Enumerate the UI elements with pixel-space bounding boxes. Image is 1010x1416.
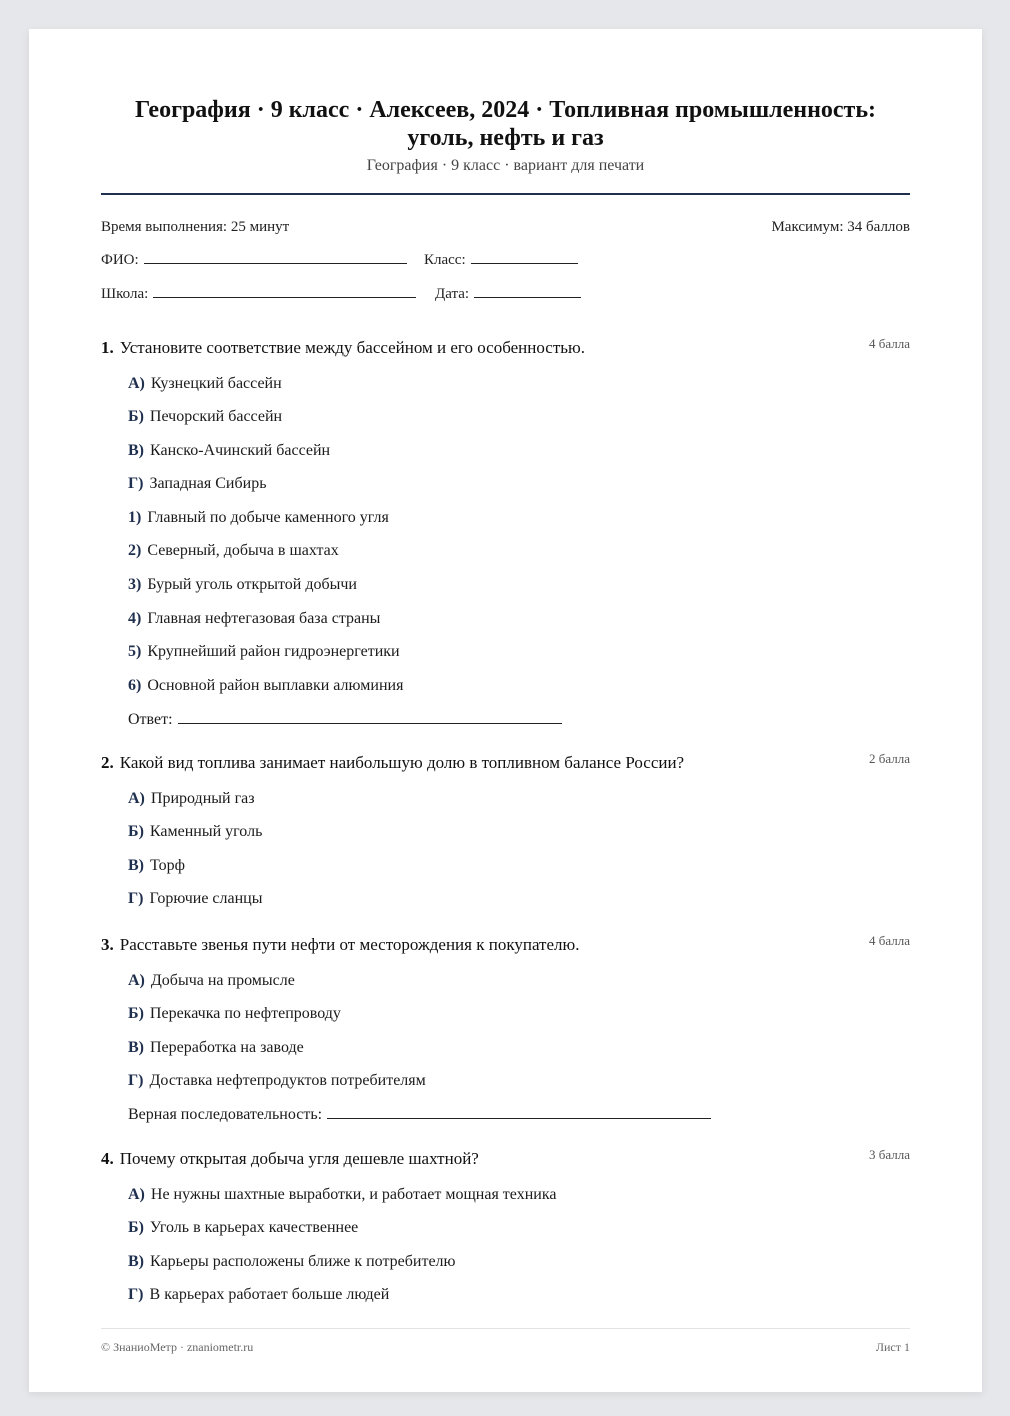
option-item[interactable] [128,1185,910,1205]
question-points: 4 балла [869,933,910,948]
option-label: В) [128,857,144,874]
question-text: Расставьте звенья пути нефти от месторождения к покупателю. [119,935,580,954]
fio-field[interactable] [101,252,407,269]
question-text: Какой вид топлива занимает наибольшую долю в топливном балансе России? [119,753,685,772]
question-text: Установите соответствие между бассейном и его особенностью. [119,338,585,357]
option-text: В карьерах работает больше людей [149,1286,390,1303]
option-label: 6) [128,677,142,694]
question-text: Почему открытая добыча угля дешевле шахтной? [119,1149,479,1168]
question-number: 3. [101,935,114,954]
option-label: А) [128,1186,145,1203]
option-label: В) [128,442,144,459]
school-field[interactable] [101,286,416,303]
option-label: Б) [128,1005,144,1022]
option-text: Уголь в карьерах качественнее [149,1219,359,1236]
option-text: Перекачка по нефтепроводу [149,1005,341,1022]
fio-blank[interactable] [144,262,407,264]
question-points: 2 балла [869,751,910,766]
option-label: 4) [128,610,142,627]
option-label: 3) [128,576,142,593]
option-text: Крупнейший район гидроэнергетики [147,643,400,660]
class-blank[interactable] [471,262,578,264]
date-blank[interactable] [474,296,581,298]
match-item[interactable] [128,575,910,595]
option-label: А) [128,375,145,392]
meta-row [101,219,910,236]
option-text: Горючие сланцы [149,890,263,907]
question-3 [101,933,910,1123]
option-item[interactable] [128,1285,910,1305]
option-item[interactable] [128,1004,910,1024]
option-item[interactable] [128,374,910,394]
page-subtitle: География · 9 класс · вариант для печати [366,157,645,174]
option-item[interactable] [128,971,910,991]
option-item[interactable] [128,407,910,427]
option-label: Б) [128,1219,144,1236]
footer-divider [101,1328,910,1329]
question-header [101,935,910,955]
option-text: Главный по добыче каменного угля [147,509,389,526]
question-number: 1. [101,338,114,357]
match-item[interactable] [128,609,910,629]
option-label: Г) [128,1072,144,1089]
option-text: Каменный уголь [149,823,263,840]
option-text: Бурый уголь открытой добычи [147,576,357,593]
worksheet-page [29,29,982,1392]
option-item[interactable] [128,441,910,461]
option-text: Доставка нефтепродуктов потребителям [149,1072,426,1089]
option-text: Торф [150,857,185,874]
max-score: Максимум: 34 баллов [771,219,910,235]
option-text: Карьеры расположены ближе к потребителю [150,1253,456,1270]
footer-copyright: © ЗнаниоМетр · znaniometr.ru [101,1340,254,1354]
option-item[interactable] [128,1071,910,1091]
class-field[interactable] [424,252,578,269]
option-item[interactable] [128,789,910,809]
option-text: Основной район выплавки алюминия [147,677,404,694]
question-points: 3 балла [869,1147,910,1162]
question-header [101,1149,910,1169]
match-item[interactable] [128,642,910,662]
question-1 [101,336,910,728]
option-label: В) [128,1039,144,1056]
header-divider [101,193,910,195]
option-item[interactable] [128,474,910,494]
answer-field[interactable] [128,710,910,730]
option-label: Г) [128,890,144,907]
option-label: 2) [128,542,142,559]
option-item[interactable] [128,856,910,876]
question-header [101,338,910,358]
school-label: Школа: [101,286,149,302]
fio-label: ФИО: [101,252,139,268]
option-item[interactable] [128,1038,910,1058]
match-item[interactable] [128,676,910,696]
class-label: Класс: [424,252,466,268]
answer-label: Ответ: [128,711,173,728]
answer-label: Верная последовательность: [128,1106,323,1123]
match-item[interactable] [128,508,910,528]
question-header [101,753,910,773]
question-number: 2. [101,753,114,772]
option-item[interactable] [128,822,910,842]
option-label: А) [128,972,145,989]
question-2 [101,751,910,907]
option-item[interactable] [128,1252,910,1272]
option-text: Добыча на промысле [150,972,295,989]
option-label: Г) [128,475,144,492]
footer-sheet-number: Лист 1 [875,1340,910,1354]
option-text: Канско-Ачинский бассейн [150,442,331,459]
option-item[interactable] [128,889,910,909]
page-content [101,29,910,1392]
option-text: Западная Сибирь [149,475,267,492]
option-text: Главная нефтегазовая база страны [147,610,381,627]
answer-blank[interactable] [178,722,562,724]
option-label: 1) [128,509,142,526]
option-text: Природный газ [150,790,255,807]
date-field[interactable] [435,286,581,303]
answer-blank[interactable] [327,1117,711,1119]
option-text: Кузнецкий бассейн [150,375,282,392]
option-item[interactable] [128,1218,910,1238]
option-text: Не нужны шахтные выработки, и работает мощная техника [150,1186,557,1203]
option-label: Г) [128,1286,144,1303]
option-label: В) [128,1253,144,1270]
option-text: Северный, добыча в шахтах [147,542,339,559]
page-title [101,96,910,152]
question-points: 4 балла [869,336,910,351]
school-blank[interactable] [153,296,416,298]
option-text: Переработка на заводе [150,1039,304,1056]
title-line-1: География · 9 класс · Алексеев, 2024 · Топливная промышленность: [134,97,877,123]
match-item[interactable] [128,541,910,561]
option-label: 5) [128,643,142,660]
question-4 [101,1147,910,1303]
option-text: Печорский бассейн [149,408,283,425]
question-number: 4. [101,1149,114,1168]
date-label: Дата: [435,286,470,302]
option-label: Б) [128,823,144,840]
title-line-2: уголь, нефть и газ [407,125,604,151]
option-label: А) [128,790,145,807]
option-label: Б) [128,408,144,425]
time-limit: Время выполнения: 25 минут [101,219,290,235]
sequence-answer-field[interactable] [128,1105,910,1125]
